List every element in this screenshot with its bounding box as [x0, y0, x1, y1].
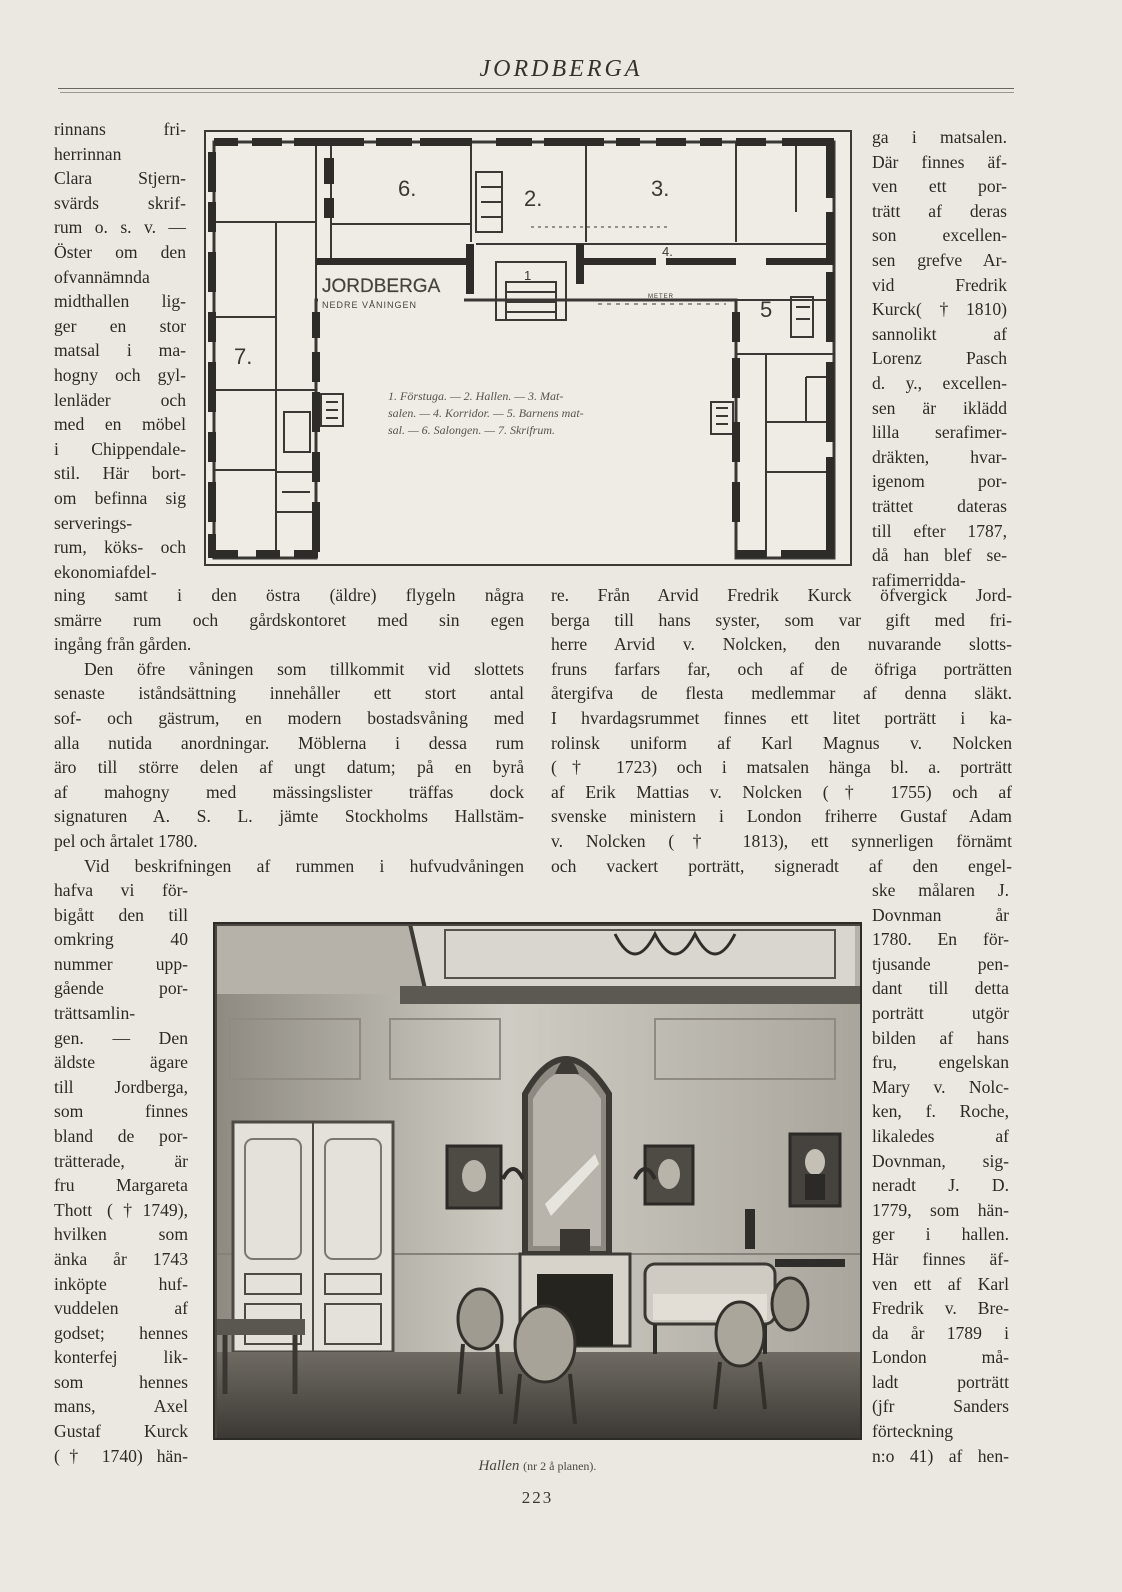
plan-subtitle: NEDRE VÅNINGEN — [322, 300, 418, 310]
text-line: bilden af hans — [872, 1027, 1009, 1048]
text-line: n:o 41) af hen- — [872, 1445, 1009, 1466]
text-line: ger en stor — [54, 315, 186, 336]
room-number-2: 2. — [524, 186, 543, 211]
text-line: nummer upp- — [54, 953, 188, 974]
text-line: sen grefve Ar- — [872, 249, 1007, 270]
text-line: och vackert porträtt, signeradt af den engel- — [551, 855, 1012, 876]
text-line: återgifva de flesta medlemmar af denna släkt. — [551, 683, 1012, 704]
text-line: son excellen- — [872, 225, 1007, 246]
text-line: Den öfre våningen som tillkommit vid slottets — [84, 658, 524, 679]
text-line: († 1723) och i matsalen hänga bl. a. porträtt — [551, 757, 1012, 778]
text-line: signaturen A. S. L. jämte Stockholms Hallstäm- — [54, 806, 524, 827]
text-line: bland de por- — [54, 1125, 188, 1146]
text-line: hafva vi för- — [54, 880, 188, 900]
text-line: då han blef se- — [872, 545, 1007, 566]
text-line: som hennes — [54, 1371, 188, 1392]
text-line: vid Fredrik — [872, 274, 1007, 295]
figure-caption — [0, 1458, 1075, 1475]
room-number-7: 7. — [234, 344, 253, 369]
text-line: till Jordberga, — [54, 1076, 188, 1097]
text-line: porträtt utgör — [872, 1002, 1009, 1023]
text-line: 1779, som hän- — [872, 1199, 1009, 1220]
text-line: om befinna sig — [54, 487, 186, 508]
legend-line: 1. Förstuga. — 2. Hallen. — 3. Mat- — [388, 389, 564, 403]
page-number: 223 — [521, 1488, 554, 1507]
text-line: Kurck(†1810) — [872, 299, 1007, 320]
text-column-right-middle — [551, 583, 1012, 878]
text-line: förteckning — [872, 1421, 954, 1442]
text-line: 1780. En för- — [872, 929, 1009, 950]
text-line: i Chippendale- — [54, 438, 186, 459]
room-number-6: 6. — [398, 176, 417, 201]
text-line: änka år 1743 — [54, 1248, 188, 1269]
room-number-5: 5 — [760, 297, 773, 322]
text-line: ven ett por- — [872, 176, 1007, 197]
text-line: alla nutida anordningar. Möblerna i dessa rum — [54, 732, 524, 753]
text-line: smärre rum och gårdskontoret med sin egen — [54, 609, 524, 630]
text-line: trätterade, är — [54, 1150, 188, 1171]
text-line: herrinnan — [54, 143, 122, 164]
floor-plan-drawing — [206, 132, 854, 568]
text-line: rafimerridda- — [872, 569, 966, 590]
text-line: till efter 1787, — [872, 520, 1007, 541]
text-line: rinnans fri- — [54, 119, 186, 139]
caption-note: (nr 2 å planen). — [523, 1459, 597, 1473]
text-line: († 1740) hän- — [54, 1445, 188, 1466]
text-line: Där finnes äf- — [872, 151, 1007, 172]
plan-title: JORDBERGA — [322, 276, 441, 297]
text-line: ingång från gården. — [54, 634, 192, 655]
text-line: v. Nolcken († 1813), ett synnerligen förnämt — [551, 830, 1012, 851]
text-line: Thott (†1749), — [54, 1199, 188, 1220]
scale-label: METER — [648, 294, 674, 300]
text-line: Dovnman, sig- — [872, 1150, 1009, 1171]
text-line: äro till större delen af ungt datum; på en byrå — [54, 757, 524, 778]
text-line: ekonomiafdel- — [54, 561, 157, 582]
text-column-left-middle — [54, 583, 524, 878]
text-line: dant till detta — [872, 978, 1009, 999]
text-line: bigått den till — [54, 904, 188, 925]
text-line: Här finnes äf- — [872, 1248, 1009, 1269]
text-line: (jfr Sanders — [872, 1396, 1009, 1417]
floor-plan-legend — [388, 388, 718, 439]
text-line: rum o. s. v. — — [54, 217, 186, 238]
room-number-3: 3. — [651, 176, 670, 201]
text-line: Gustaf Kurck — [54, 1421, 188, 1442]
text-line: rum, köks- och — [54, 537, 186, 558]
text-line: med en möbel — [54, 414, 186, 435]
header-rule-thin — [60, 92, 1014, 93]
text-line: sof- och gästrum, en modern bostadsvåning med — [54, 707, 524, 728]
text-line: igenom por- — [872, 471, 1007, 492]
text-line: herre Arvid v. Nolcken, den nuvarande slotts- — [551, 634, 1012, 655]
text-line: Dovnman år — [872, 904, 1009, 925]
text-line: tjusande pen- — [872, 953, 1009, 974]
text-line: af Erik Mattias v. Nolcken († 1755) och af — [551, 781, 1012, 802]
text-line: gen. — Den — [54, 1027, 188, 1048]
text-line: ofvannämnda — [54, 266, 150, 287]
text-line: rolinsk uniform af Karl Magnus v. Nolcken — [551, 732, 1012, 753]
text-column-right-bottom — [872, 878, 1009, 1468]
text-line: svenske ministern i London friherre Gustaf Adam — [551, 806, 1012, 827]
text-line: stil. Här bort- — [54, 463, 186, 484]
text-line: Clara Stjern- — [54, 168, 186, 189]
room-number-4: 4. — [662, 244, 673, 259]
text-line: ning samt i den östra (äldre) flygeln några — [54, 585, 524, 605]
text-line: re. Från Arvid Fredrik Kurck öfvergick Jord- — [551, 585, 1012, 605]
text-line: gående por- — [54, 978, 188, 999]
text-line: som finnes — [54, 1101, 188, 1122]
text-line: senaste iståndsättning innehåller ett stort antal — [54, 683, 524, 704]
text-column-left-top — [54, 117, 186, 584]
text-line: sen är iklädd — [872, 397, 1007, 418]
text-line: Lorenz Pasch — [872, 348, 1007, 369]
text-line: matsal i ma- — [54, 340, 186, 361]
text-line: godset; hennes — [54, 1322, 188, 1343]
text-line: d. y., excellen- — [872, 372, 1007, 393]
text-line: äldste ägare — [54, 1052, 188, 1073]
text-column-left-bottom — [54, 878, 188, 1468]
running-header: JORDBERGA — [479, 56, 643, 82]
text-line: berga till hans syster, som var gift med fri- — [551, 609, 1012, 630]
text-line: ken, f. Roche, — [872, 1101, 1009, 1122]
text-line: hvilken som — [54, 1224, 188, 1245]
text-line: fruns farfars far, och af de öfriga porträtten — [551, 658, 1012, 679]
text-line: fru, engelskan — [872, 1052, 1009, 1073]
room-number-1: 1 — [524, 268, 532, 283]
header-rule — [58, 88, 1014, 89]
text-line: trättsamlin- — [54, 1002, 136, 1023]
text-line: serverings- — [54, 512, 133, 533]
text-line: lenläder och — [54, 389, 186, 410]
text-line: pel och årtalet 1780. — [54, 830, 198, 851]
hall-photograph — [213, 922, 862, 1440]
text-line: London må- — [872, 1347, 1009, 1368]
text-line: lilla serafimer- — [872, 422, 1007, 443]
text-line: ven ett af Karl — [872, 1273, 1009, 1294]
text-line: I hvardagsrummet finnes ett litet porträtt i ka- — [551, 707, 1012, 728]
text-line: ger i hallen. — [872, 1224, 1009, 1245]
text-line: likaledes af — [872, 1125, 1009, 1146]
text-line: omkring 40 — [54, 929, 188, 950]
text-line: midthallen lig- — [54, 291, 186, 312]
text-line: sannolikt af — [872, 323, 1007, 344]
text-line: Öster om den — [54, 241, 186, 262]
text-line: dräkten, hvar- — [872, 446, 1007, 467]
text-line: fru Margareta — [54, 1175, 188, 1196]
floor-plan — [204, 130, 852, 566]
text-line: inköpte huf- — [54, 1273, 188, 1294]
text-column-right-top — [872, 125, 1007, 592]
text-line: ga i matsalen. — [872, 127, 1007, 147]
text-line: konterfej lik- — [54, 1347, 188, 1368]
text-line: af mahogny med mässingslister träffas dock — [54, 781, 524, 802]
text-line: Mary v. Nolc- — [872, 1076, 1009, 1097]
text-line: Fredrik v. Bre- — [872, 1298, 1009, 1319]
text-line: da år 1789 i — [872, 1322, 1009, 1343]
caption-title: Hallen — [478, 1458, 520, 1474]
text-line: ske målaren J. — [872, 880, 1009, 900]
text-line: mans, Axel — [54, 1396, 188, 1417]
text-line: trätt af deras — [872, 200, 1007, 221]
legend-line: salen. — 4. Korridor. — 5. Barnens mat- — [388, 406, 584, 420]
text-line: hogny och gyl- — [54, 364, 186, 385]
text-line: vuddelen af — [54, 1298, 188, 1319]
text-line: Vid beskrifningen af rummen i hufvudvåningen — [84, 855, 524, 876]
text-line: svärds skrif- — [54, 192, 186, 213]
text-line: trättet dateras — [872, 495, 1007, 516]
text-line: ladt porträtt — [872, 1371, 1009, 1392]
text-line: neradt J. D. — [872, 1175, 1009, 1196]
hall-photograph-drawing — [215, 924, 862, 1440]
legend-line: sal. — 6. Salongen. — 7. Skrifrum. — [388, 423, 556, 437]
